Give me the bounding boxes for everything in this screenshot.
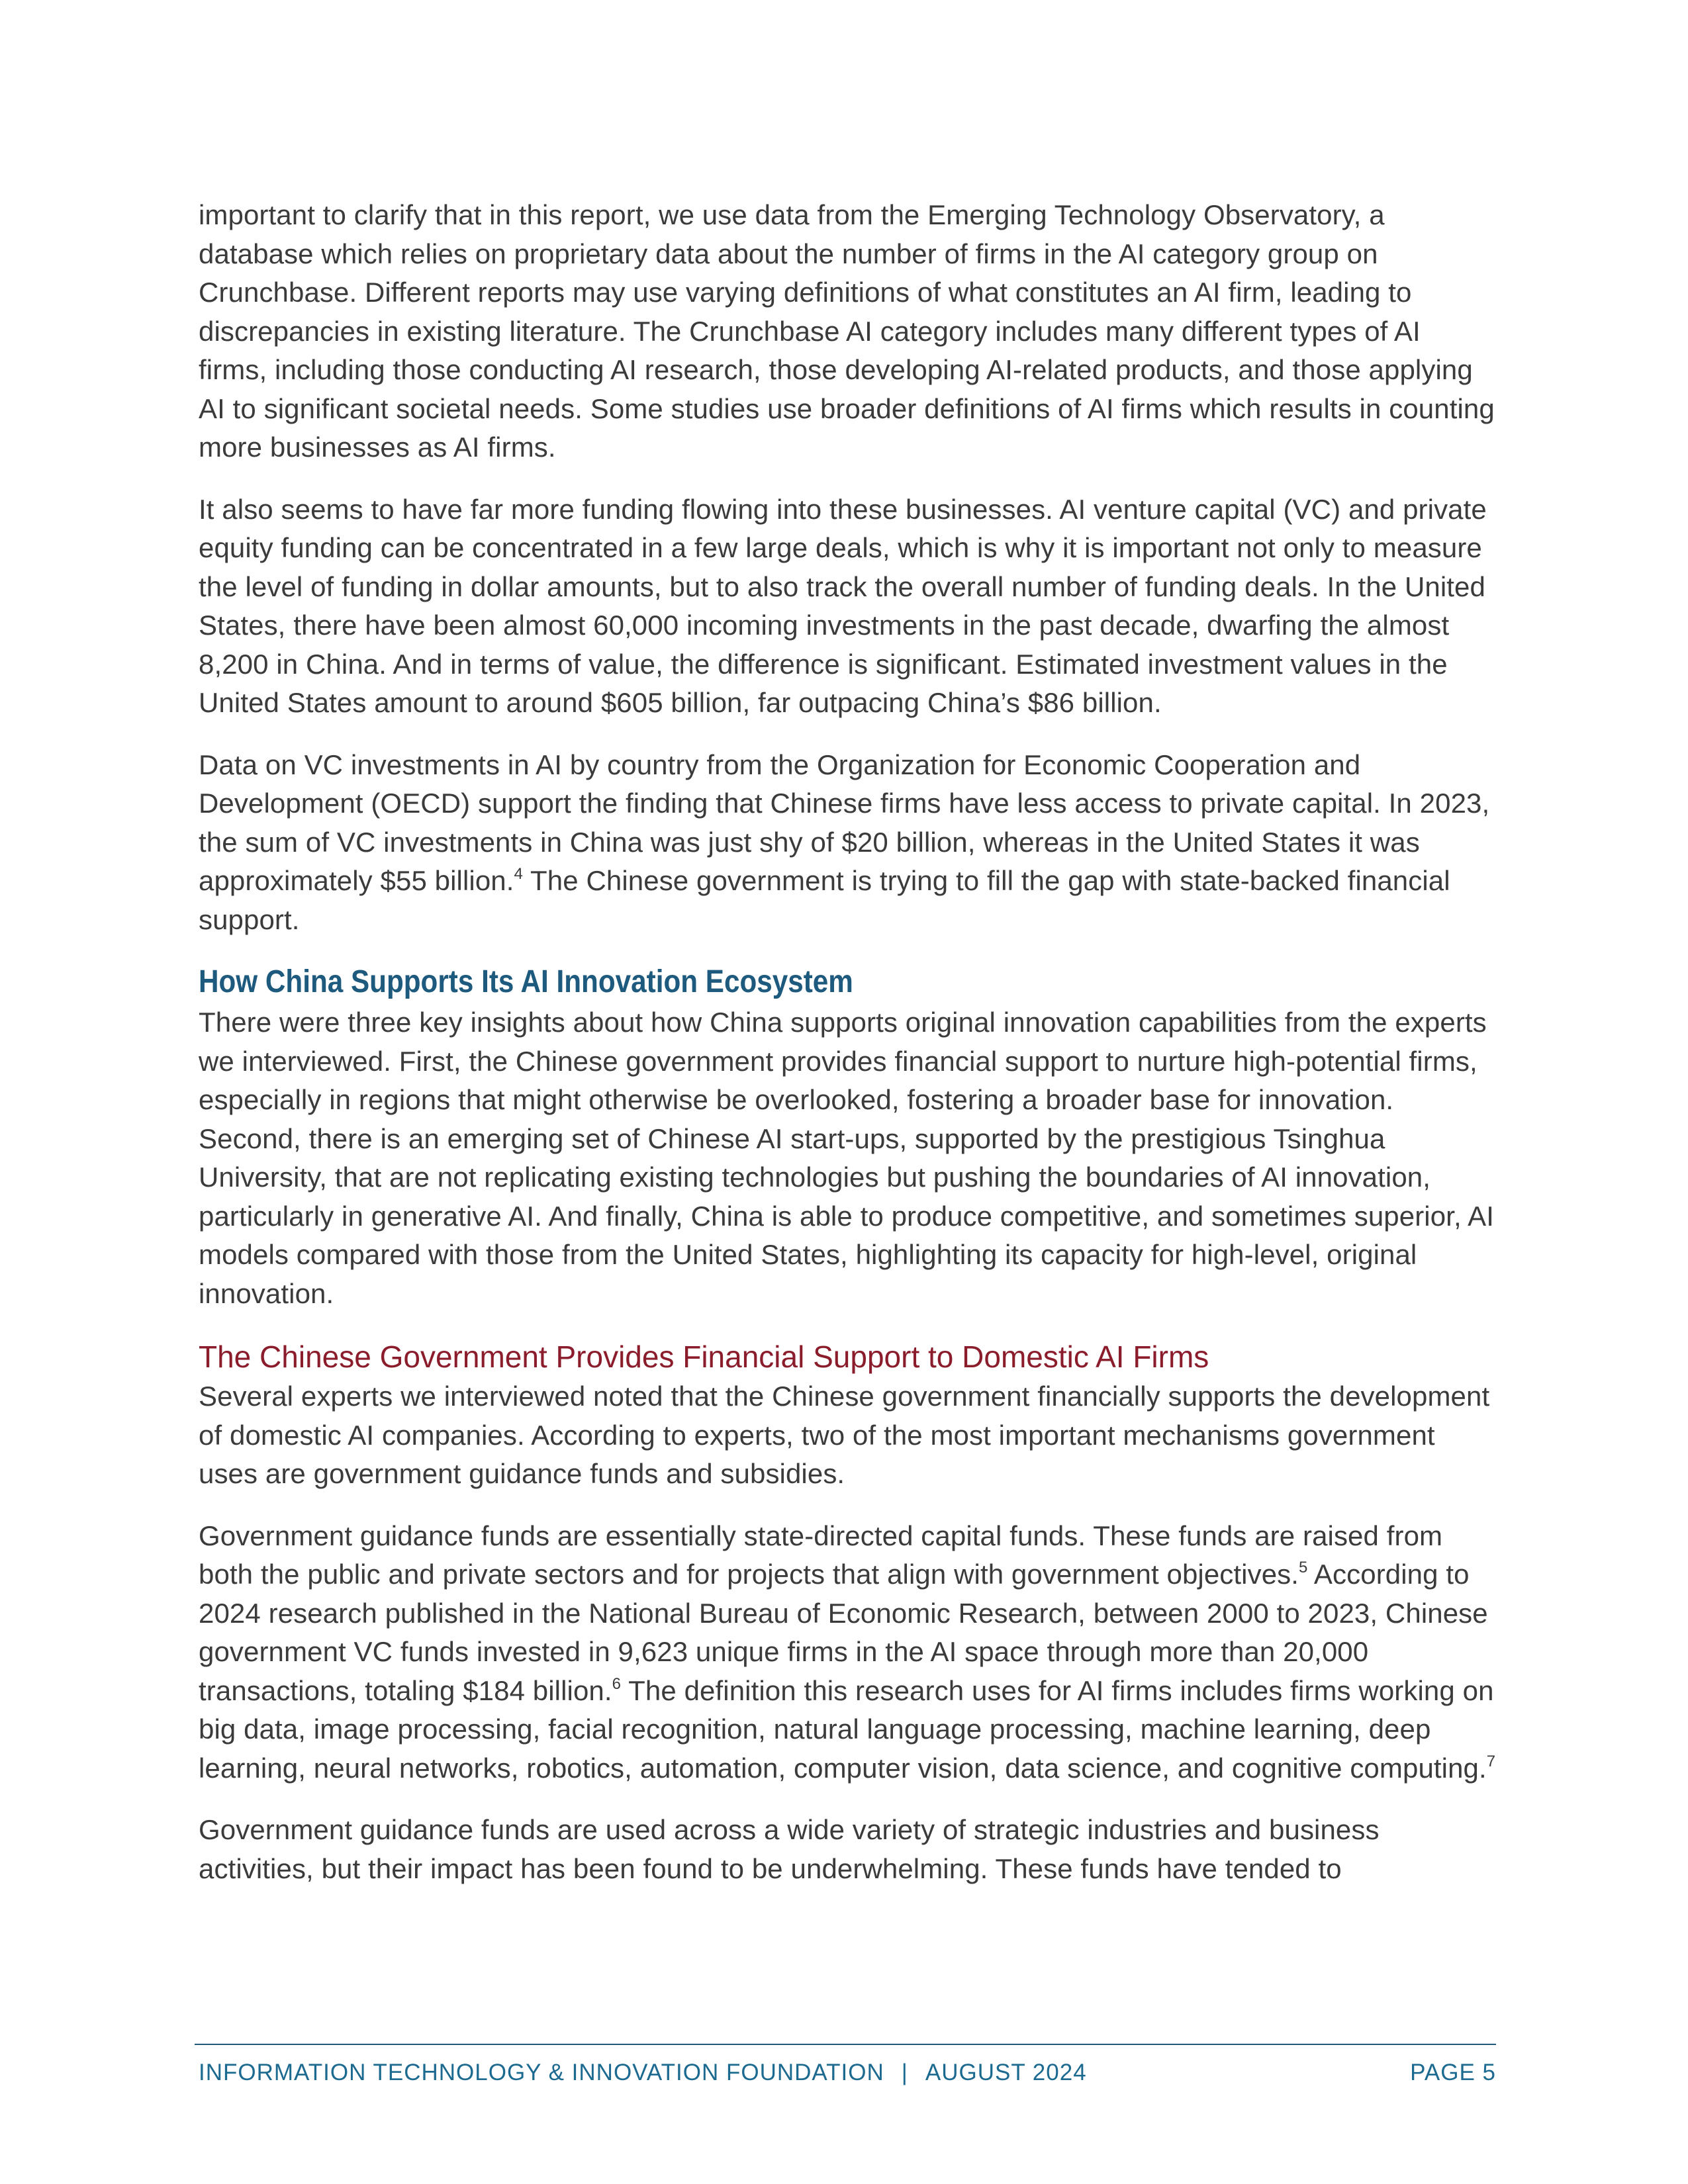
footnote-ref-5[interactable]: 5 (1299, 1559, 1308, 1576)
subsection-heading: The Chinese Government Provides Financial Support to Domestic AI Firms (199, 1340, 1209, 1374)
paragraph-guidance-funds (199, 1517, 1496, 1788)
paragraph-key-insights: There were three key insights about how China supports original innovation capabilities from the experts we interviewed. First, the Chinese government provides financial support to nurture high-potential firms, especially in regions that might otherwise be overlooked, fostering a broader base for innovation. Second, there is an emerging set of Chinese AI start-ups, supported by the prestigious Tsinghua University, that are not replicating existing technologies but pushing the boundaries of AI innovation, particularly in generative AI. And finally, China is able to produce competitive, and sometimes superior, AI models compared with those from the United States, highlighting its capacity for high-level, original innovation. (199, 1007, 1495, 1309)
paragraph-funding-comparison: It also seems to have far more funding flowing into these businesses. AI venture capital (VC) and private equity funding can be concentrated in a few large deals, which is why it is important not only to measure the level of funding in dollar amounts, but to also track the overall number of funding deals. In the United States, there have been almost 60,000 incoming investments in the past decade, dwarfing the almost 8,200 in China. And in terms of value, the difference is significant. Estimated investment values in the United States amount to around $605 billion, far outpacing China’s $86 billion. (199, 493, 1487, 718)
page-content (199, 196, 1496, 1911)
paragraph-text: Government guidance funds are essentially state-directed capital funds. These funds are raised from both the public and private sectors and for projects that align with government objectives. (199, 1520, 1443, 1590)
paragraph-financial-support: Several experts we interviewed noted that the Chinese government financially supports the development of domestic AI companies. According to experts, two of the most important mechanisms government uses are government guidance funds and subsidies. (199, 1381, 1490, 1489)
paragraph-text: Data on VC investments in AI by country from the Organization for Economic Cooperation and Development (OECD) support the finding that Chinese firms have less access to private capital. In 2023, the sum of VC investments in China was just shy of $20 billion, whereas in the United States it was approximately $55 billion. (199, 749, 1490, 896)
footnote-ref-6[interactable]: 6 (612, 1674, 622, 1693)
footnote-ref-4[interactable]: 4 (514, 865, 523, 883)
footnote-ref-7[interactable]: 7 (1486, 1752, 1496, 1770)
footer-page-number: PAGE 5 (1410, 2060, 1496, 2085)
paragraph-text: According to 2024 research published in the National Bureau of Economic Research, between 2000 to 2023, Chinese government VC funds invested in 9,623 unique firms in the AI space through more than 20,000 transactions, totaling $184 billion. (199, 1559, 1488, 1706)
footer-separator: | (901, 2060, 908, 2085)
paragraph-guidance-funds-impact: Government guidance funds are used across a wide variety of strategic industries and business activities, but their impact has been found to be underwhelming. These funds have tended to (199, 1814, 1380, 1884)
section-heading: How China Supports Its AI Innovation Ecosystem (199, 964, 853, 999)
paragraph-text: The Chinese government is trying to fill the gap with state-backed financial support. (199, 865, 1450, 935)
footer-organization: INFORMATION TECHNOLOGY & INNOVATION FOUNDATION (199, 2060, 884, 2085)
paragraph-text: The definition this research uses for AI firms includes firms working on big data, image processing, facial recognition, natural language processing, machine learning, deep learning, neural networks, robotics, automation, computer vision, data science, and cognitive computing. (199, 1674, 1494, 1784)
page-footer (199, 2060, 1496, 2086)
footer-divider (195, 2044, 1496, 2045)
footer-date: AUGUST 2024 (925, 2060, 1087, 2085)
paragraph-ai-firm-definitions: important to clarify that in this report, we use data from the Emerging Technology Observatory, a database which relies on proprietary data about the number of firms in the AI category group on Crunchbase. Different reports may use varying definitions of what constitutes an AI firm, leading to discrepancies in existing literature. The Crunchbase AI category includes many different types of AI firms, including those conducting AI research, those developing AI-related products, and those applying AI to significant societal needs. Some studies use broader definitions of AI firms which results in counting more businesses as AI firms. (199, 199, 1495, 463)
paragraph-oecd-vc-data (199, 746, 1496, 940)
